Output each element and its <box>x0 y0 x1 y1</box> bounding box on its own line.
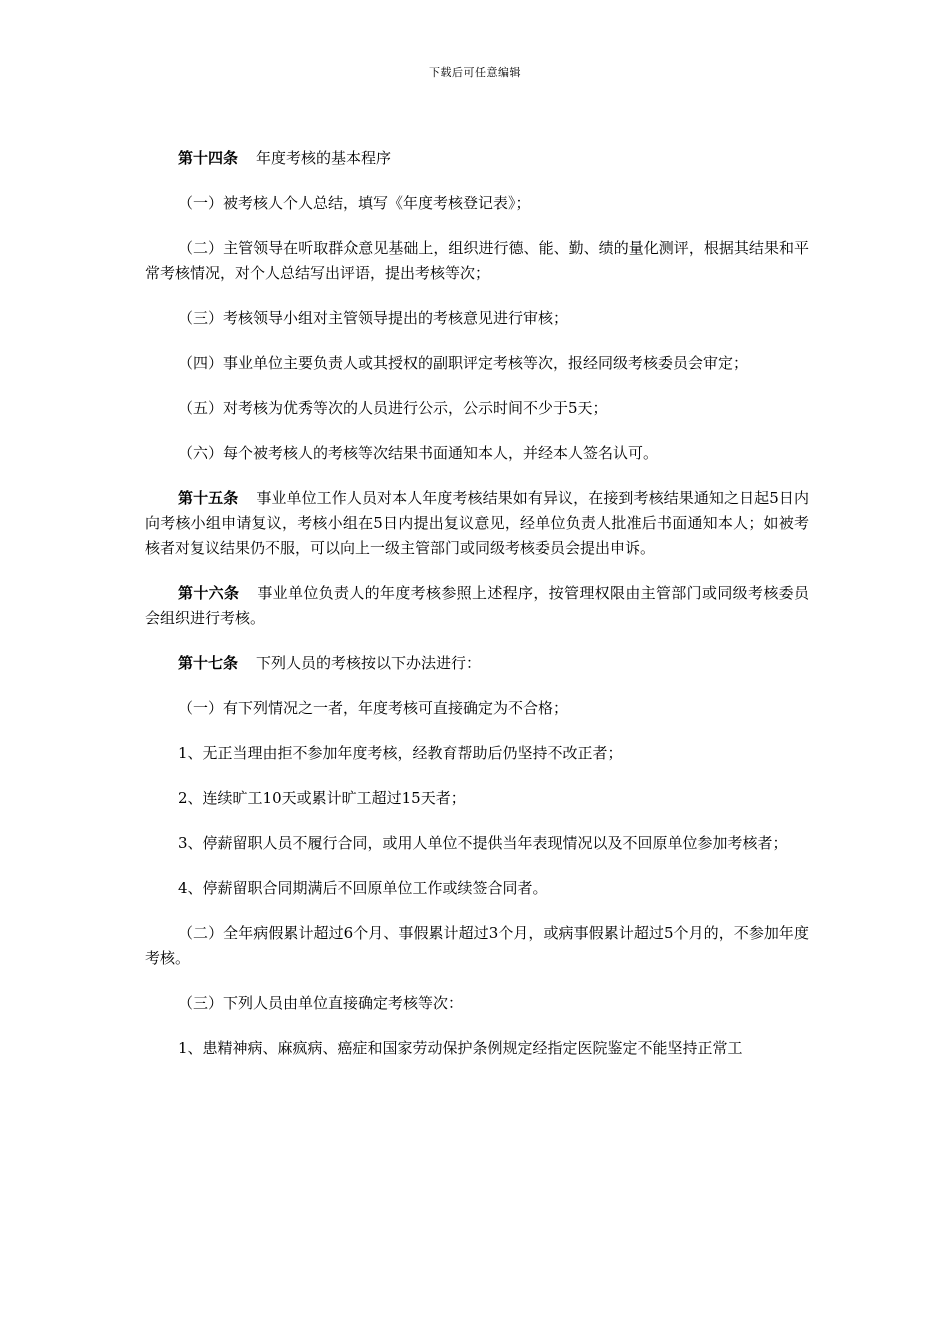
paragraph <box>145 441 809 466</box>
article-number: 第十七条 <box>178 654 239 672</box>
paragraph <box>145 991 809 1016</box>
paragraph <box>145 351 809 376</box>
paragraph <box>145 831 809 856</box>
paragraph-text: （五）对考核为优秀等次的人员进行公示，公示时间不少于5天； <box>178 399 608 417</box>
article-number: 第十四条 <box>178 149 239 167</box>
paragraph-text: 年度考核的基本程序 <box>256 149 392 167</box>
paragraph-article-14 <box>145 146 809 171</box>
paragraph-text: （三）下列人员由单位直接确定考核等次： <box>178 994 464 1012</box>
paragraph-text: （二）主管领导在听取群众意见基础上，组织进行德、能、勤、绩的量化测评，根据其结果和平常考核情况，对个人总结写出评语，提出考核等次； <box>145 239 809 282</box>
paragraph-text: 4、停薪留职合同期满后不回原单位工作或续签合同者。 <box>178 879 548 897</box>
paragraph <box>145 696 809 721</box>
paragraph-text: （二）全年病假累计超过6个月、事假累计超过3个月，或病事假累计超过5个月的，不参加年度考核。 <box>145 924 809 967</box>
paragraph-text: （三）考核领导小组对主管领导提出的考核意见进行审核； <box>178 309 569 327</box>
paragraph <box>145 236 809 286</box>
paragraph-text: 2、连续旷工10天或累计旷工超过15天者； <box>178 789 466 807</box>
paragraph-article-16 <box>145 581 809 631</box>
paragraph-text: （六）每个被考核人的考核等次结果书面通知本人，并经本人签名认可。 <box>178 444 659 462</box>
paragraph <box>145 741 809 766</box>
paragraph-text: 下列人员的考核按以下办法进行： <box>256 654 482 672</box>
paragraph-text: 1、患精神病、麻疯病、癌症和国家劳动保护条例规定经指定医院鉴定不能坚持正常工 <box>178 1039 743 1057</box>
paragraph-text: （四）事业单位主要负责人或其授权的副职评定考核等次，报经同级考核委员会审定； <box>178 354 749 372</box>
paragraph-text: （一）被考核人个人总结，填写《年度考核登记表》； <box>178 194 531 212</box>
paragraph <box>145 1036 809 1061</box>
paragraph-article-15 <box>145 486 809 561</box>
paragraph-text: 事业单位负责人的年度考核参照上述程序，按管理权限由主管部门或同级考核委员会组织进行考核。 <box>145 584 809 627</box>
article-number: 第十六条 <box>178 584 240 602</box>
paragraph <box>145 921 809 971</box>
paragraph-text: （一）有下列情况之一者，年度考核可直接确定为不合格； <box>178 699 569 717</box>
paragraph-text: 事业单位工作人员对本人年度考核结果如有异议，在接到考核结果通知之日起5日内向考核小组申请复议，考核小组在5日内提出复议意见，经单位负责人批准后书面通知本人；如被考核者对复议结果仍不服，可以向上一级主管部门或同级考核委员会提出申诉。 <box>145 489 809 557</box>
paragraph <box>145 876 809 901</box>
paragraph <box>145 786 809 811</box>
paragraph <box>145 396 809 421</box>
article-number: 第十五条 <box>178 489 239 507</box>
paragraph <box>145 191 809 216</box>
paragraph-text: 3、停薪留职人员不履行合同，或用人单位不提供当年表现情况以及不回原单位参加考核者； <box>178 834 788 852</box>
document-body <box>145 146 809 1081</box>
paragraph <box>145 306 809 331</box>
paragraph-text: 1、无正当理由拒不参加年度考核，经教育帮助后仍坚持不改正者； <box>178 744 623 762</box>
paragraph-article-17 <box>145 651 809 676</box>
page-header: 下载后可任意编辑 <box>429 66 521 79</box>
